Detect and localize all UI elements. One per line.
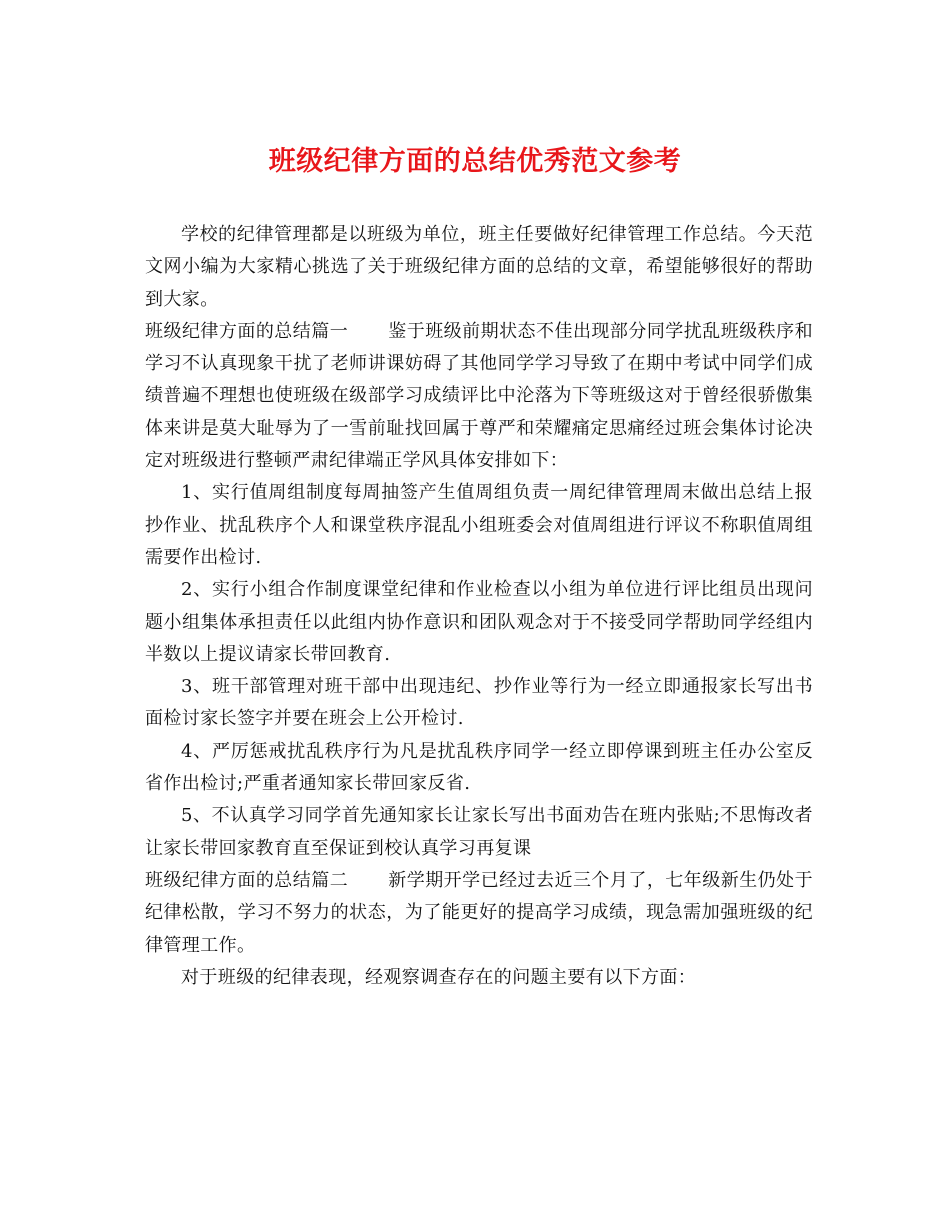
paragraph-closing: 对于班级的纪律表现，经观察调查存在的问题主要有以下方面： <box>181 966 697 988</box>
paragraph-item-4: 4、严厉惩戒扰乱秩序行为凡是扰乱秩序同学一经立即停课到班主任办公室反省作出检讨;严重者通知家长带回家反省. <box>145 740 813 795</box>
section-one-text: 鉴于班级前期状态不佳出现部分同学扰乱班级秩序和学习不认真现象干扰了老师讲课妨碍了其他同学学习导致了在期中考试中同学们成绩普遍不理想也使班级在级部学习成绩评比中沦落为下等班级这对于曾经很骄傲集体来讲是莫大耻辱为了一雪前耻找回属于尊严和荣耀痛定思痛经过班会集体讨论决定对班级进行整顿严肃纪律端正学风具体安排如下： <box>145 320 814 472</box>
paragraph-item-1: 1、实行值周组制度每周抽签产生值周组负责一周纪律管理周末做出总结上报抄作业、扰乱秩序个人和课堂秩序混乱小组班委会对值周组进行评议不称职值周组需要作出检讨. <box>145 482 813 568</box>
document-body <box>145 219 813 994</box>
section-heading-two: 班级纪律方面的总结篇二 <box>145 869 349 891</box>
paragraph-item-2: 2、实行小组合作制度课堂纪律和作业检查以小组为单位进行评比组员出现问题小组集体承担责任以此组内协作意识和团队观念对于不接受同学帮助同学经组内半数以上提议请家长带回教育. <box>145 579 813 665</box>
document-title: 班级纪律方面的总结优秀范文参考 <box>268 146 682 177</box>
paragraph-section-two <box>145 865 813 962</box>
section-heading-one: 班级纪律方面的总结篇一 <box>145 320 349 342</box>
paragraph-section-one <box>145 316 813 477</box>
paragraph-item-5: 5、不认真学习同学首先通知家长让家长写出书面劝告在班内张贴;不思悔改者让家长带回家教育直至保证到校认真学习再复课 <box>145 805 813 859</box>
paragraph-intro: 学校的纪律管理都是以班级为单位，班主任要做好纪律管理工作总结。今天范文网小编为大家精心挑选了关于班级纪律方面的总结的文章，希望能够很好的帮助到大家。 <box>145 224 813 310</box>
paragraph-item-3: 3、班干部管理对班干部中出现违纪、抄作业等行为一经立即通报家长写出书面检讨家长签字并要在班会上公开检讨. <box>145 676 813 730</box>
section-two-text: 新学期开学已经过去近三个月了，七年级新生仍处于纪律松散，学习不努力的状态，为了能更好的提高学习成绩，现急需加强班级的纪律管理工作。 <box>145 869 814 956</box>
